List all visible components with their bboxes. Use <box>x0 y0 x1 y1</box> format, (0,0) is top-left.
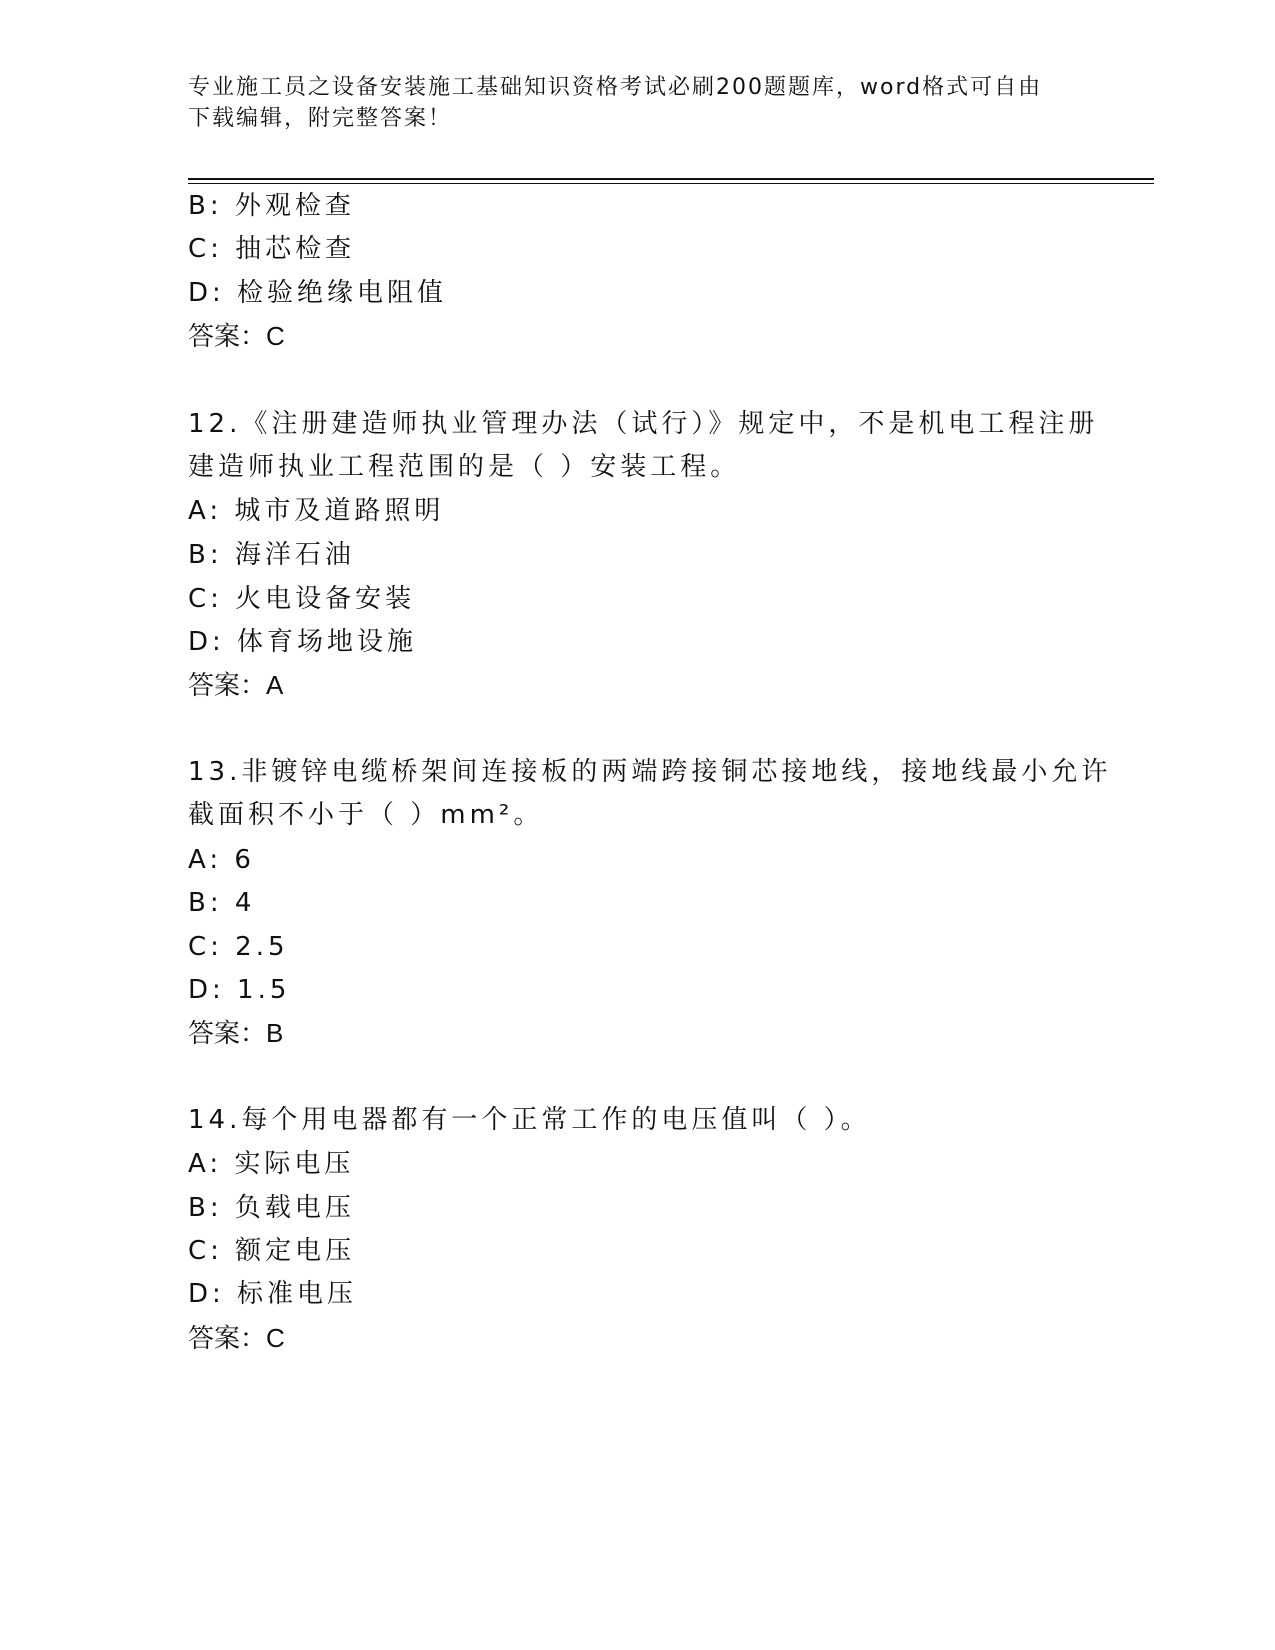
header-line-2: 下载编辑，附完整答案！ <box>188 106 453 131</box>
q14-answer: 答案：C <box>188 1323 285 1353</box>
q13-option-c: C: 2.5 <box>188 932 289 962</box>
q13-option-d: D: 1.5 <box>188 975 291 1005</box>
q14-option-c: C: 额定电压 <box>188 1236 356 1266</box>
q14-stem-line-1: 14.每个用电器都有一个正常工作的电压值叫（ ）。 <box>188 1105 871 1135</box>
q11-option-d: D: 检验绝缘电阻值 <box>188 278 448 308</box>
q13-option-b: B: 4 <box>188 888 256 918</box>
q12-stem-line-1: 12.《注册建造师执业管理办法（试行）》规定中，不是机电工程注册 <box>188 409 1099 439</box>
q12-option-d: D: 体育场地设施 <box>188 627 418 657</box>
q11-option-b: B: 外观检查 <box>188 191 355 221</box>
q12-option-a: A: 城市及道路照明 <box>188 496 445 526</box>
q13-stem-line-2: 截面积不小于（ ）mm²。 <box>188 800 544 830</box>
document-header <box>188 72 1068 134</box>
q11-option-c: C: 抽芯检查 <box>188 234 356 264</box>
q12-stem-line-2: 建造师执业工程范围的是（ ）安装工程。 <box>188 452 741 482</box>
header-line-1: 专业施工员之设备安装施工基础知识资格考试必刷200题题库，word格式可自由 <box>188 75 1043 100</box>
q14-option-b: B: 负载电压 <box>188 1193 355 1223</box>
q14-option-a: A: 实际电压 <box>188 1149 355 1179</box>
q14-option-d: D: 标准电压 <box>188 1279 358 1309</box>
q12-answer: 答案：A <box>188 670 284 700</box>
header-divider-thin <box>188 183 1154 184</box>
q13-answer: 答案：B <box>188 1018 284 1048</box>
q13-option-a: A: 6 <box>188 845 255 875</box>
q12-option-b: B: 海洋石油 <box>188 540 355 570</box>
q12-option-c: C: 火电设备安装 <box>188 584 416 614</box>
header-divider-thick <box>188 178 1154 180</box>
q13-stem-line-1: 13.非镀锌电缆桥架间连接板的两端跨接铜芯接地线，接地线最小允许 <box>188 757 1112 787</box>
q11-answer: 答案：C <box>188 321 285 351</box>
